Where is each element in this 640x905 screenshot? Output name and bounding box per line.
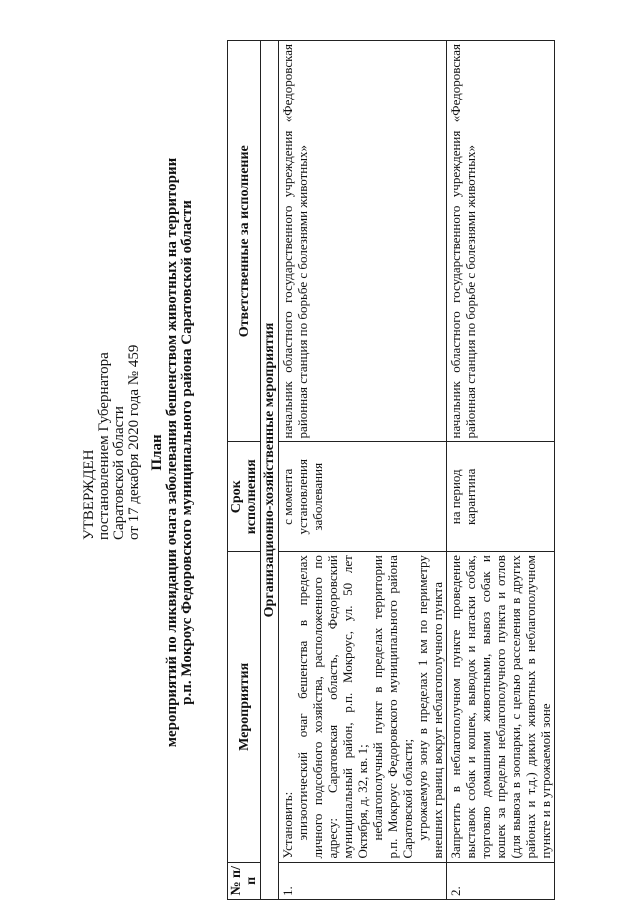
- section-title: Организационно-хозяйственные мероприятия: [261, 41, 279, 900]
- approval-title: УТВЕРЖДЕН: [81, 449, 97, 540]
- header-measures: Мероприятия: [228, 552, 261, 862]
- table-header-row: [228, 41, 261, 900]
- header-term: Срок исполнения: [228, 442, 261, 552]
- plan-heading: [150, 0, 195, 905]
- row-term: с момента установления заболевания: [279, 442, 447, 552]
- row-measures: Запретить в неблагополучном пункте проведение выставок собак и кошек, выводок и натаски собак, торговлю домашними животными, вывоз собак и кошек за пределы неблагополучного пункта и отлов (для вывоза в зоопарки, с целью расселения в других районах и т.д.) диких животных в неблагополучном пункте и в угрожаемой зоне: [447, 552, 555, 862]
- approval-block: [82, 240, 142, 540]
- table-row: [279, 41, 447, 900]
- measure-paragraph: эпизоотический очаг бешенства в пределах личного подсобного хозяйства, расположенного по адресу: Саратовская область, Федоровский муниципальный район, р.п. Мокроус, ул. 50 лет Октября, д. 32, кв. 1;: [295, 555, 370, 859]
- row-num: 2.: [447, 862, 555, 899]
- table-row: [447, 41, 555, 900]
- approval-date: от 17 декабря 2020 года № 459: [126, 344, 142, 540]
- row-responsible: начальник областного государственного учреждения «Федоровская районная станция по борьбе с болезнями животных»: [447, 41, 555, 442]
- section-row: [261, 41, 279, 900]
- row-responsible: начальник областного государственного учреждения «Федоровская районная станция по борьбе с болезнями животных»: [279, 41, 447, 442]
- header-num: № п/п: [228, 862, 261, 899]
- row-term: на период карантина: [447, 442, 555, 552]
- measure-paragraph: неблагополучный пункт в пределах территории р.п. Мокроус Федоровского муниципального района Саратовской области;: [370, 555, 415, 859]
- approval-line: Саратовской области: [111, 406, 127, 540]
- header-responsible: Ответственные за исполнение: [228, 41, 261, 442]
- row-measures: [279, 552, 447, 862]
- plan-subtitle: р.п. Мокроус Федоровского муниципального района Саратовской области: [179, 200, 195, 705]
- measure-intro: Установить:: [280, 791, 295, 859]
- plan-subtitle: мероприятий по ликвидации очага заболевания бешенством животных на территории: [164, 157, 180, 748]
- approval-line: постановлением Губернатора: [96, 352, 112, 540]
- measure-paragraph: угрожаемую зону в пределах 1 км по периметру внешних границ вокруг неблагополучного пункта: [415, 555, 445, 859]
- plan-table: [227, 40, 555, 900]
- plan-title: План: [149, 434, 165, 471]
- row-num: 1.: [279, 862, 447, 899]
